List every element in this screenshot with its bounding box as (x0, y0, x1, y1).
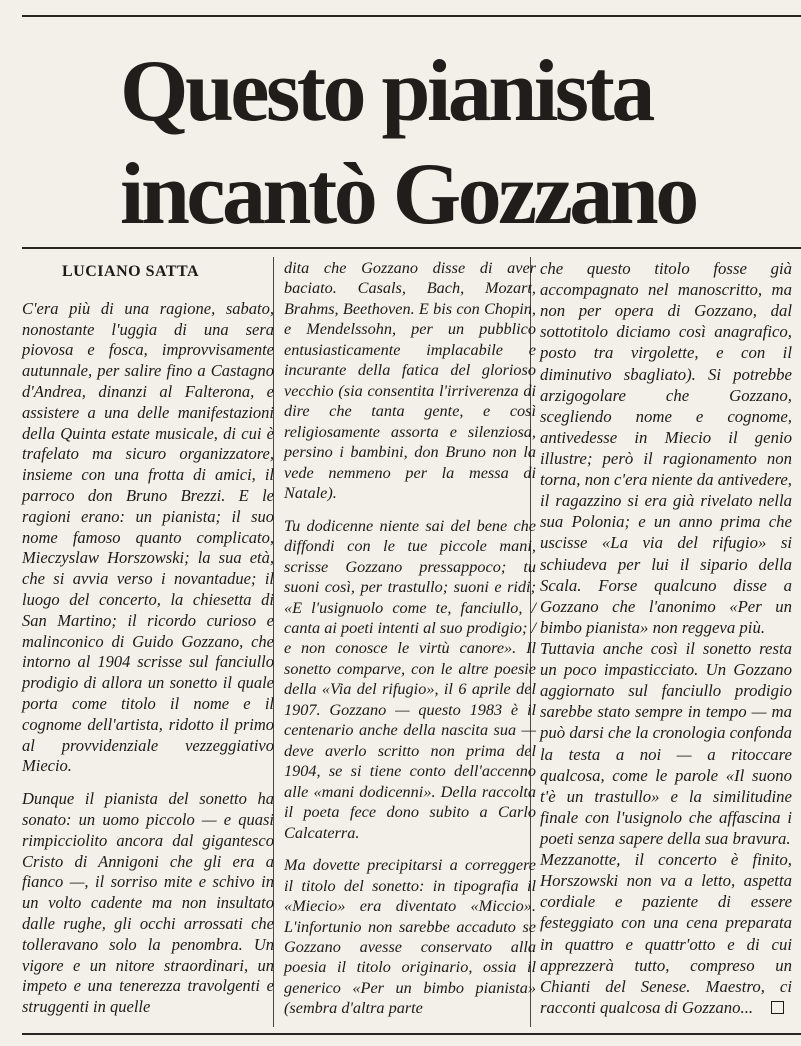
byline: LUCIANO SATTA (62, 263, 200, 280)
article-column-1 (22, 262, 274, 1018)
headline-line-1: Questo pianista (120, 43, 652, 140)
article-column-3 (540, 258, 792, 1018)
paragraph: Ma dovette precipitarsi a correggere il titolo del sonetto: in tipografia il «Miecio» era diventato «Miccio». L'infortunio non sarebbe accaduto se Gozzano avesse conservato alla poesia il titolo originario, ossia il generico «Per un bimbo pianista» (sembra d'altra parte (284, 856, 536, 1018)
article-headline (120, 40, 720, 246)
end-mark-icon (771, 1001, 784, 1014)
paragraph (540, 849, 792, 1018)
bottom-rule (22, 1033, 801, 1035)
paragraph: C'era più di una ragione, sabato, nonostante l'uggia di una sera piovosa e fosca, improvvisamente autunnale, per salire fino a Castagno d'Andrea, dinanzi al Falterona, e assistere a una delle manifestazioni della Quinta estate musicale, di cui è trafelato ma sicuro organizzatore, insieme con una frotta di amici, il parroco don Bruno Brezzi. E le ragioni erano: un pianista; il suo nome famoso quanto complicato, Mieczyslaw Horszowski; la sua età, che si avvia verso i novantadue; il luogo del concerto, la chiesetta di San Martino; il ricordo curioso e malinconico di Guido Gozzano, che intorno al 1904 scrisse sul fanciullo prodigio di allora un sonetto il quale porta come titolo il nome e il cognome dell'artista, ridotto il primo al provvidenziale vezzeggiativo Miecio. (22, 298, 274, 776)
paragraph: Tuttavia anche così il sonetto resta un poco impasticciato. Un Gozzano aggiornato sul fanciullo prodigio sarebbe stato sempre in tempo — ma può darsi che la cronologia confonda la testa a noi — a ritoccare qualcosa, come le parole «Il suono t'è un trastullo» e la similitudine finale con l'usignolo che affascina i poeti senza sapere della sua bravura. (540, 638, 793, 848)
article-column-2 (284, 258, 536, 1019)
closing-paragraph-text: Mezzanotte, il concerto è finito, Horszowski non va a letto, aspetta cordiale e paziente di essere festeggiato con una cena preparata in quattro e quattr'otto e di cui apprezzerà tutto, compreso un Chianti del Senese. Maestro, ci racconti qualcosa di Gozzano... (540, 850, 792, 1017)
headline-rule (22, 247, 801, 249)
paragraph: dita che Gozzano disse di aver baciato. Casals, Bach, Mozart, Brahms, Beethoven. E bis con Chopin, e Mendelssohn, per un pubblico entusiasticamente implacabile e incurante della fatica del glorioso vecchio (sia consentita l'irriverenza di dire che tanta gente, e così religiosamente assorta e silenziosa, persino i bambini, don Bruno non la vede nemmeno per la messa di Natale). (284, 259, 536, 503)
paragraph: che questo titolo fosse già accompagnato nel manoscritto, ma non per opera di Gozzano, dal sottotitolo diciamo così anagrafico, posto tra virgolette, e con il diminutivo sbagliato). Si potrebbe arzigogolare che Gozzano, scegliendo nome e cognome, antivedesse in Miecio il genio illustre; però il ragionamento non torna, non c'era niente da antivedere, il ragazzino si era già rivelato nella sua Polonia; e un anno prima che uscisse «La via del rifugio» si schiudeva per lui il sipario della Scala. Forse qualcuno disse a Gozzano che l'anonimo «Per un bimbo pianista» non reggeva più. (540, 259, 792, 637)
paragraph: Tu dodicenne niente sai del bene che diffondi con le tue piccole mani, scrisse Gozzano pressappoco; tu suoni così, per trastullo; suoni e ridi; «E l'usignuolo come te, fanciullo, / canta ai poeti intenti al suo prodigio; / e non conosce le virtù canore». Il sonetto comparve, con le altre poesie della «Via del rifugio», il 6 aprile del 1907. Gozzano — questo 1983 è il centenario anche della nascita sua — deve averlo scritto non prima del 1904, se si tiene conto dell'accenno alle «mani dodicenni». Della raccolta il poeta fece dono subito a Carlo Calcaterra. (284, 516, 536, 842)
top-rule (22, 15, 801, 17)
headline-line-2: incantò Gozzano (120, 146, 696, 243)
paragraph: Dunque il pianista del sonetto ha sonato: un uomo piccolo — e quasi rimpicciolito ancora dal gigantesco Cristo di Annigoni che gli era a fianco —, il sorriso mite e schivo in un volto cadente ma non insultato dalle rughe, gli occhi arrossati che tolleravano solo la penombra. Un vigore e un nitore straordinari, un impeto e una tenerezza travolgenti e struggenti in quelle (22, 789, 274, 1017)
